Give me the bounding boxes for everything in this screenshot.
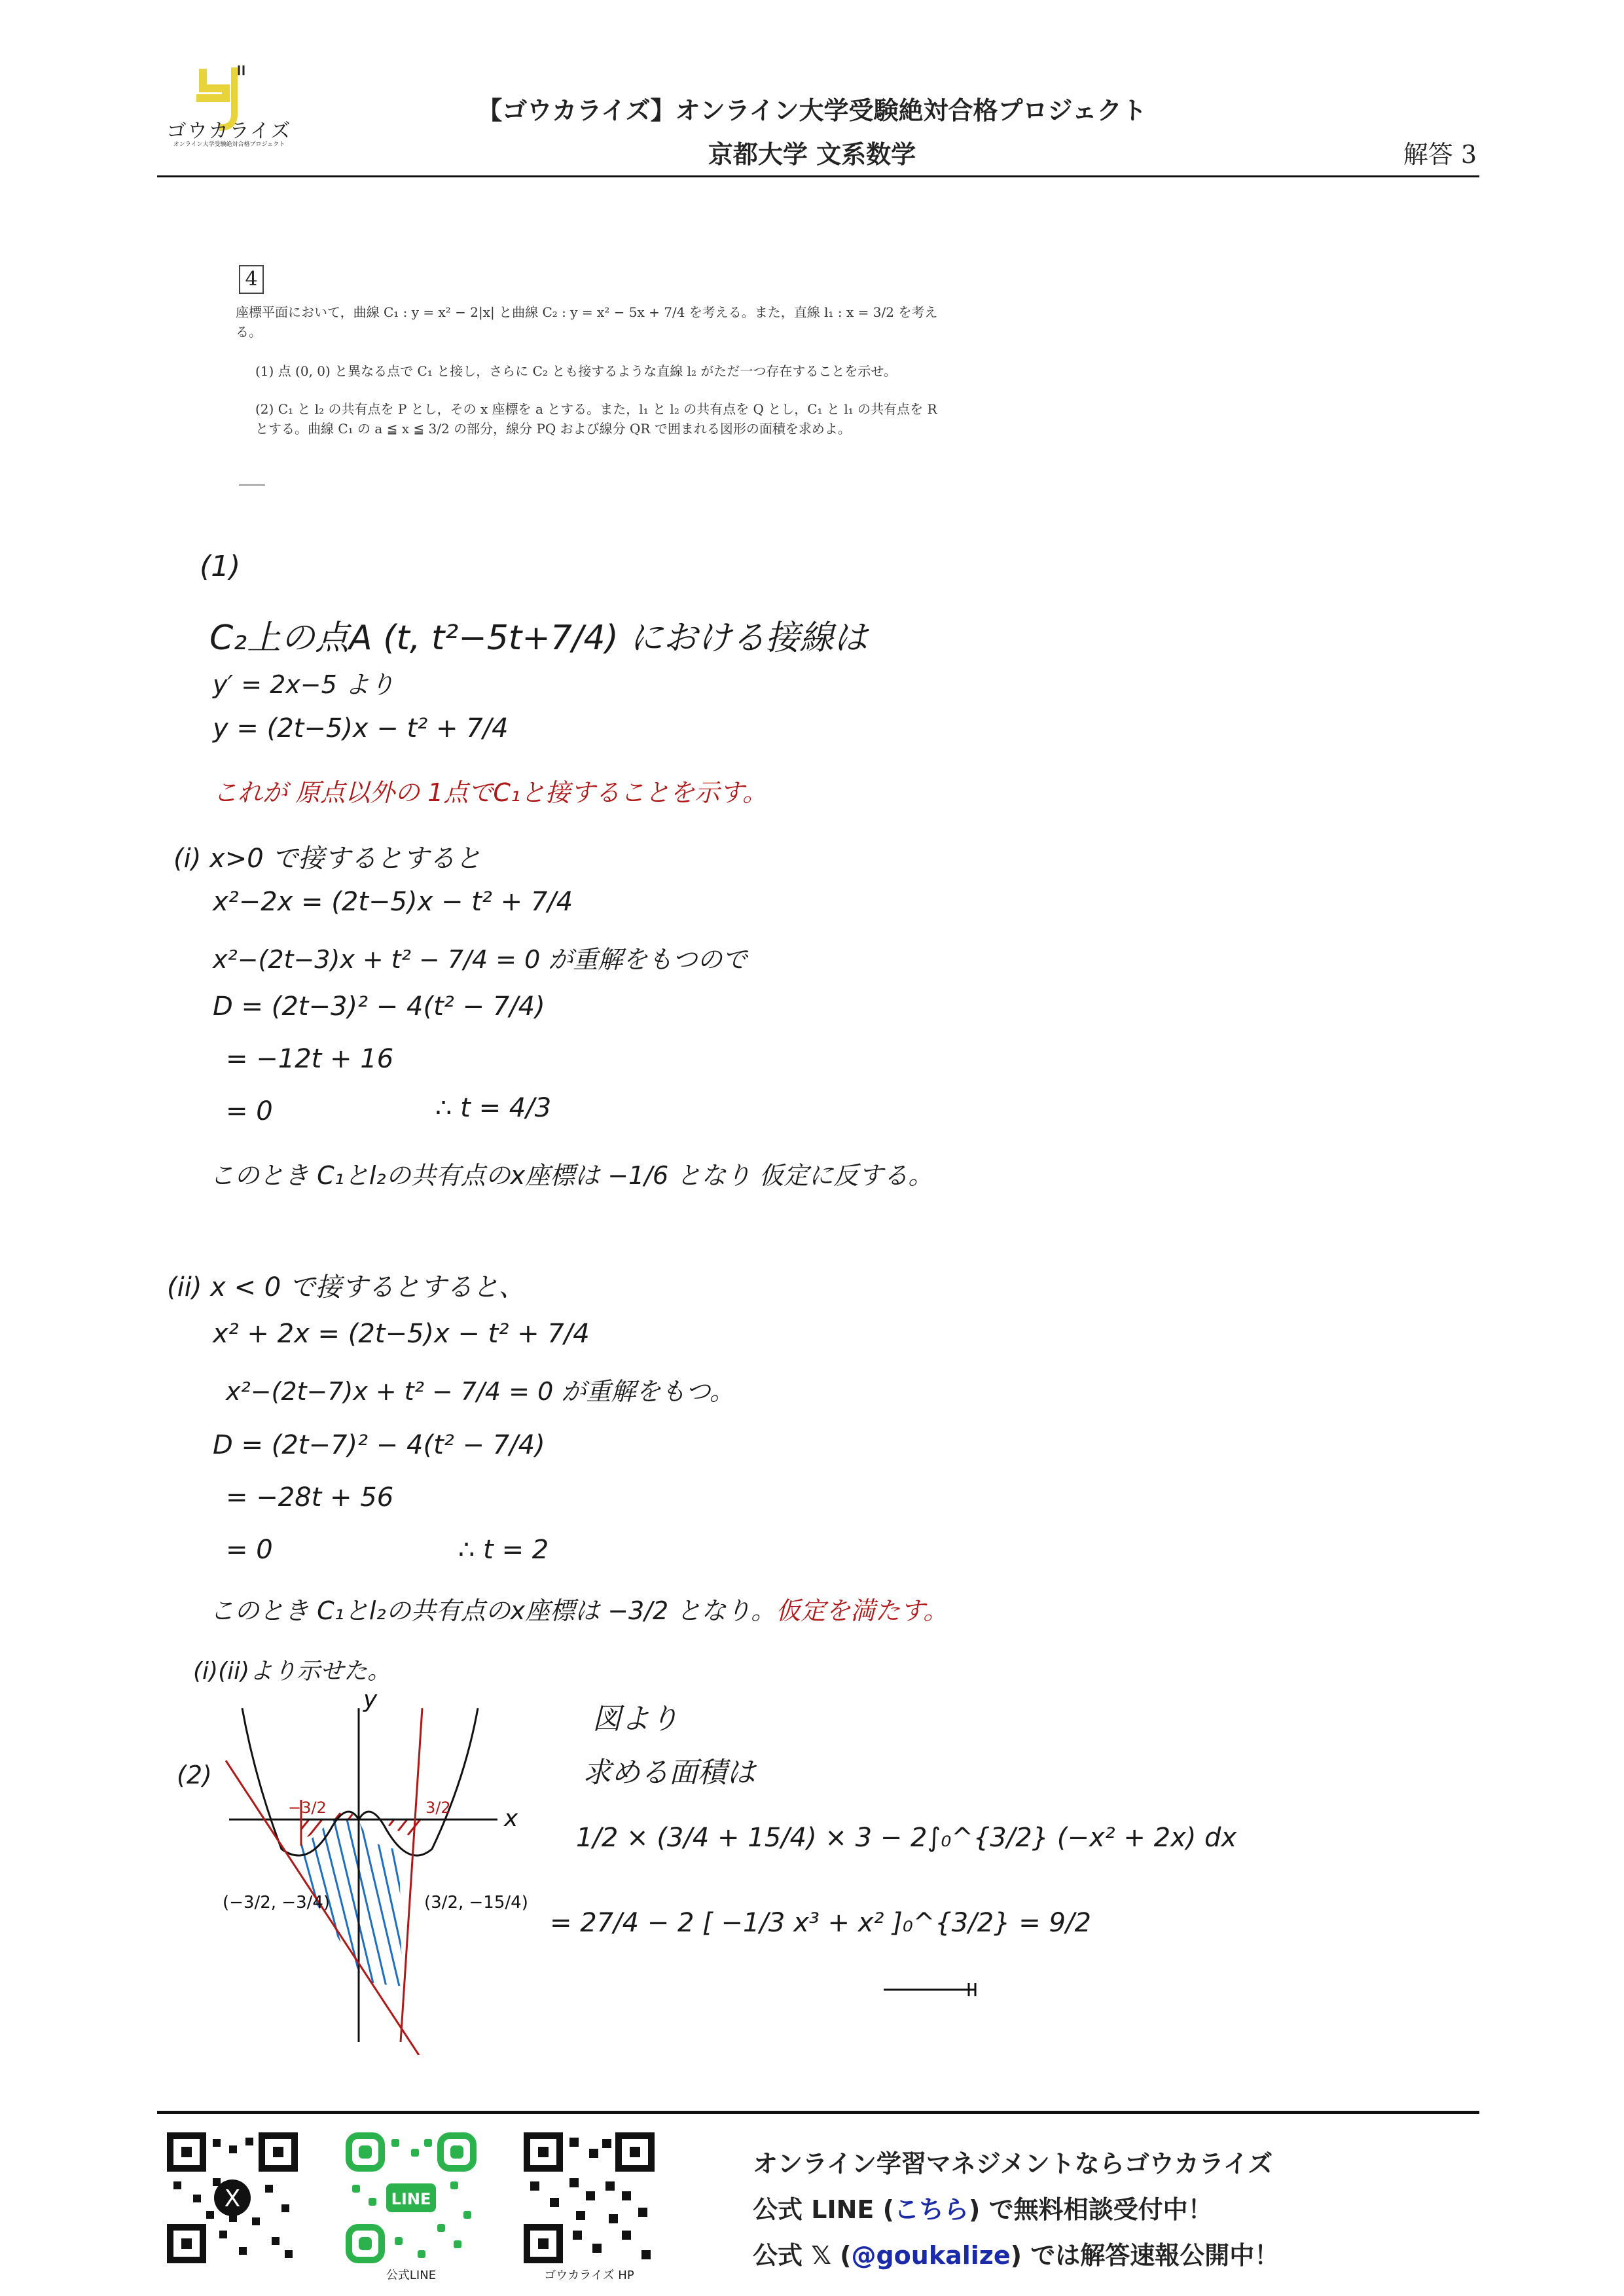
case2-heading: (ii) x < 0 で接するとすると、 bbox=[167, 1272, 525, 1302]
case2-eq-b: x²−(2t−7)x + t² − 7/4 = 0 が重解をもつ。 bbox=[226, 1377, 734, 1406]
area-graph bbox=[216, 1689, 556, 2055]
case2-conclusion bbox=[209, 1590, 948, 1626]
logo-text: ゴウカライズ bbox=[166, 120, 292, 143]
solution-line-3: y = (2t−5)x − t² + 7/4 bbox=[213, 713, 509, 744]
solution-line-2: y′ = 2x−5 より bbox=[213, 670, 395, 699]
header-subtitle: 京都大学 文系数学 bbox=[708, 140, 916, 169]
point-right-label: (3/2, −15/4) bbox=[424, 1893, 528, 1912]
case1-heading: (i) x>0 で接するとすると bbox=[173, 844, 482, 874]
case1-eq-a: x²−2x = (2t−5)x − t² + 7/4 bbox=[213, 887, 573, 917]
footer-line-2-pre: 公式 LINE ( bbox=[753, 2195, 894, 2224]
footer-line-3 bbox=[753, 2235, 1279, 2271]
case1-eq-f: ∴ t = 4/3 bbox=[435, 1093, 552, 1123]
line-link[interactable]: こちら bbox=[893, 2195, 969, 2224]
line-badge-label: LINE bbox=[391, 2190, 431, 2208]
case2-eq-c: D = (2t−7)² − 4(t² − 7/4) bbox=[213, 1430, 545, 1460]
qr-line-pattern-icon bbox=[346, 2132, 477, 2263]
graph-y-label: y bbox=[363, 1689, 378, 1713]
solution-line-1: C₂上の点A (t, t²−5t+7/4) における接線は bbox=[209, 619, 868, 658]
case1-eq-d: = −12t + 16 bbox=[226, 1044, 394, 1074]
qr-code-line[interactable] bbox=[346, 2132, 477, 2263]
qr-code-hp[interactable] bbox=[524, 2132, 655, 2263]
graph-pos-label: 3/2 bbox=[425, 1799, 451, 1817]
footer-line-3-post: ) では解答速報公開中！ bbox=[1010, 2241, 1280, 2270]
graph-neg-label: −3/2 bbox=[288, 1799, 327, 1817]
footer-rule bbox=[157, 2111, 1479, 2114]
case-summary: (i)(ii)より示せた。 bbox=[193, 1658, 391, 1685]
svg-text:X: X bbox=[224, 2185, 241, 2212]
case2-eq-a: x² + 2x = (2t−5)x − t² + 7/4 bbox=[213, 1319, 590, 1349]
qr-line-caption: 公式LINE bbox=[386, 2269, 437, 2282]
case2-eq-e: = 0 bbox=[226, 1535, 273, 1565]
solution-line-4: これが 原点以外の 1点でC₁と接することを示す。 bbox=[213, 778, 768, 807]
footer-line-2 bbox=[753, 2189, 1213, 2225]
case2-conclusion-text: このとき C₁とl₂の共有点のx座標は −3/2 となり。 bbox=[209, 1596, 776, 1625]
point-left-label: (−3/2, −3/4) bbox=[223, 1893, 331, 1912]
case1-eq-e: = 0 bbox=[226, 1096, 273, 1126]
area-expression-2: = 27/4 − 2 [ −1/3 x³ + x² ]₀^{3/2} = 9/2 bbox=[550, 1908, 1091, 1938]
case2-eq-d: = −28t + 56 bbox=[226, 1482, 394, 1513]
problem-number: 4 bbox=[239, 265, 264, 294]
line-l1 bbox=[401, 1708, 422, 2042]
answer-label: 解答 3 bbox=[1403, 140, 1477, 169]
area-expression-1: 1/2 × (3/4 + 15/4) × 3 − 2∫₀^{3/2} (−x² + 2x) dx bbox=[576, 1823, 1237, 1853]
answer-underline bbox=[880, 1980, 985, 2000]
figure-note-1: 図より bbox=[592, 1702, 679, 1736]
header-title: 【ゴウカライズ】オンライン大学受験絶対合格プロジェクト bbox=[477, 96, 1147, 125]
solution-label-1: (1) bbox=[200, 550, 241, 583]
problem-intro: 座標平面において，曲線 C₁ : y = x² − 2|x| と曲線 C₂ : y = x² − 5x + 7/4 を考える。また，直線 l₁ : x = 3/2 を考える。 bbox=[236, 304, 938, 340]
problem-part2: (2) C₁ と l₂ の共有点を P とし，その x 座標を a とする。また，l₁ と l₂ の共有点を Q とし，C₁ と l₁ の共有点を R とする。曲線 C₁ の a ≦ x ≦ 3/2 の部分，線分 PQ および線分 QR で囲まれる図形の面積を求めよ。 bbox=[255, 401, 937, 437]
x-account-link[interactable]: @goukalize bbox=[851, 2241, 1011, 2270]
case1-eq-b: x²−(2t−3)x + t² − 7/4 = 0 が重解をもつので bbox=[213, 945, 748, 974]
header-rule bbox=[157, 175, 1479, 177]
qr-code-x[interactable] bbox=[167, 2132, 298, 2263]
logo-subtext: オンライン大学受験絶対合格プロジェクト bbox=[173, 141, 285, 148]
qr-x-pattern-icon bbox=[167, 2132, 298, 2263]
footer-line-1: オンライン学習マネジメントならゴウカライズ bbox=[753, 2149, 1273, 2178]
divider-stub bbox=[239, 484, 265, 490]
figure-note-2: 求める面積は bbox=[583, 1756, 755, 1789]
solution-label-2: (2) bbox=[177, 1761, 212, 1789]
problem-part1: (1) 点 (0, 0) と異なる点で C₁ と接し，さらに C₂ とも接するような直線 l₂ がただ一つ存在することを示せ。 bbox=[255, 363, 897, 379]
footer-line-2-post: ) で無料相談受付中！ bbox=[968, 2195, 1213, 2224]
qr-hp-pattern-icon bbox=[524, 2132, 655, 2263]
case1-conclusion: このとき C₁とl₂の共有点のx座標は −1/6 となり 仮定に反する。 bbox=[209, 1161, 933, 1190]
footer-line-3-pre: 公式 𝕏 ( bbox=[753, 2241, 852, 2270]
case1-eq-c: D = (2t−3)² − 4(t² − 7/4) bbox=[213, 992, 545, 1022]
curve-c1 bbox=[242, 1708, 478, 1856]
graph-x-label: x bbox=[504, 1805, 518, 1832]
qr-hp-caption: ゴウカライズ HP bbox=[544, 2269, 634, 2282]
case2-conclusion-red: 仮定を満たす。 bbox=[776, 1596, 948, 1625]
case2-eq-f: ∴ t = 2 bbox=[458, 1535, 549, 1565]
